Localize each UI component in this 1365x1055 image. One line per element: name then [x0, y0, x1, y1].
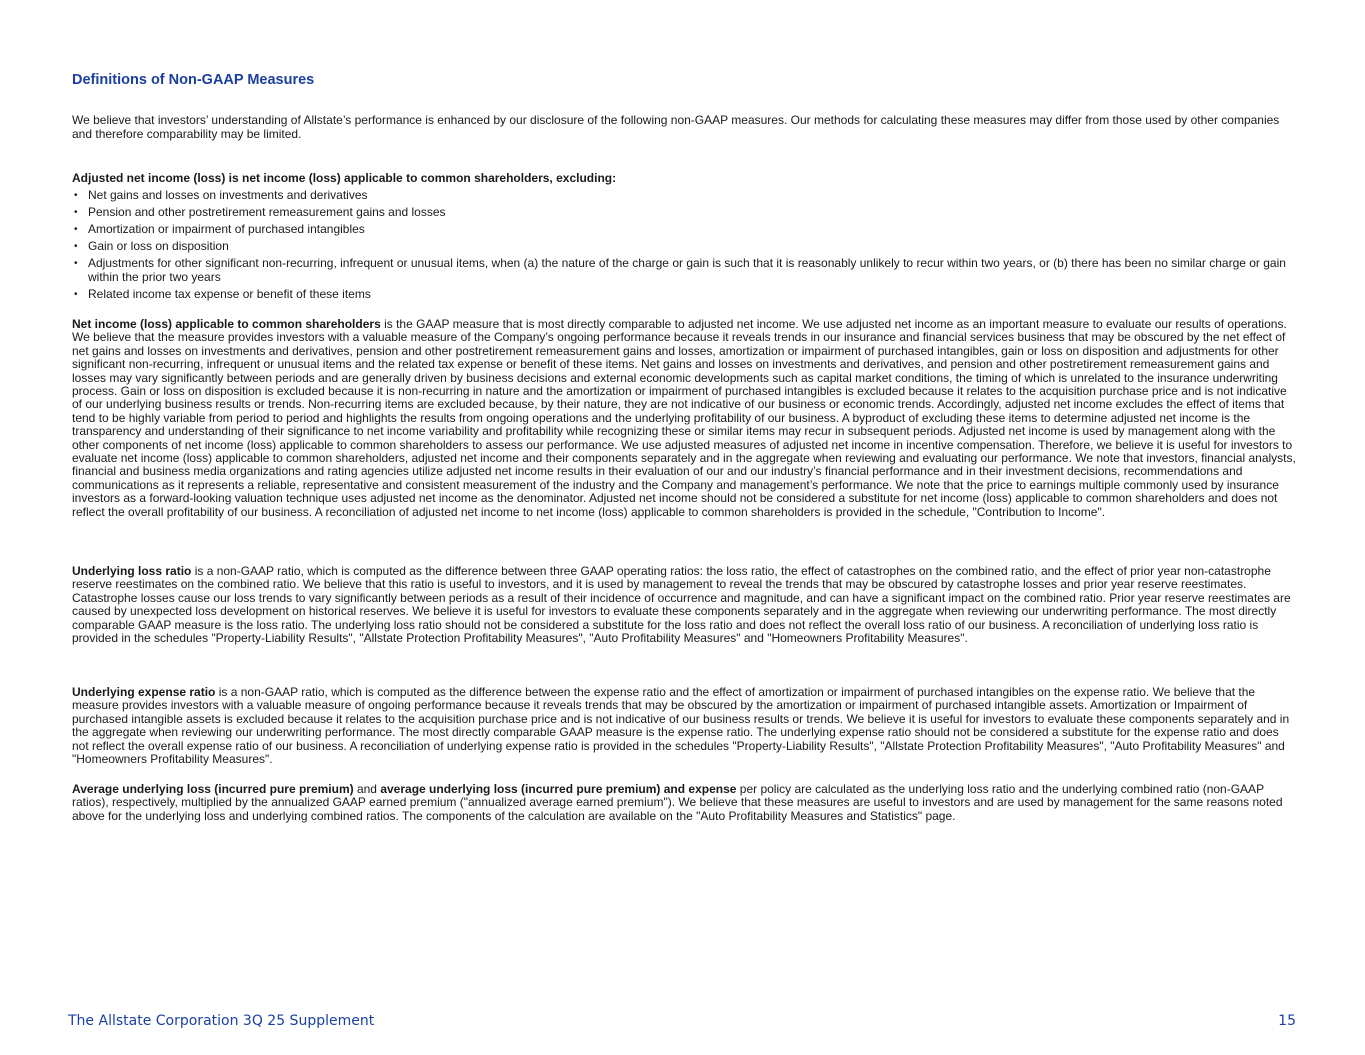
average-loss-term: Average underlying loss (incurred pure premium)	[72, 782, 354, 796]
net-income-text: is the GAAP measure that is most directly comparable to adjusted net income. We use adjusted net income as an important measure to evaluate our results of operations. We believe that the measure provides investors with a valuable measure of the Company’s ongoing performance because it reveals trends in our insurance and financial services business that may be obscured by the net effect of net gains and losses on investments and derivatives, pension and other postretirement remeasurement gains and losses, amortization or impairment of purchased intangibles, gain or loss on disposition and adjustments for other significant non-recurring, infrequent or unusual items and the related tax expense or benefit of these items. Net gains and losses on investments and derivatives, and pension and other postretirement remeasurement gains and losses may vary significantly between periods and are generally driven by business decisions and external economic developments such as capital market conditions, the timing of which is unrelated to the insurance underwriting process. Gain or loss on disposition is excluded because it is non-recurring in nature and the amortization or impairment of purchased intangibles is excluded because it relates to the acquisition purchase price and is not indicative of our underlying business results or trends. Non-recurring items are excluded because, by their nature, they are not indicative of our business or economic trends. Accordingly, adjusted net income excludes the effect of items that tend to be highly variable from period to period and highlights the results from ongoing operations and the underlying profitability of our business. A byproduct of excluding these items to determine adjusted net income is the transparency and understanding of their significance to net income variability and profitability while recognizing these or similar items may recur in subsequent periods. Adjusted net income is used by management along with the other components of net income (loss) applicable to common shareholders to assess our performance. We use adjusted measures of adjusted net income in incentive compensation. Therefore, we believe it is useful for investors to evaluate net income (loss) applicable to common shareholders, adjusted net income and their components separately and in the aggregate when reviewing and evaluating our performance. We note that investors, financial analysts, financial and business media organizations and rating agencies utilize adjusted net income results in their evaluation of our and our industry’s financial performance and in their investment decisions, recommendations and communications as it represents a reliable, representative and consistent measurement of the industry and the Company and management’s performance. We note that the price to earnings multiple commonly used by insurance investors as a forward-looking valuation technique uses adjusted net income as the denominator. Adjusted net income should not be considered a substitute for net income (loss) applicable to common shareholders and does not reflect the overall profitability of our business. A reconciliation of adjusted net income to net income (loss) applicable to common shareholders is provided in the schedule, "Contribution to Income".	[72, 317, 1296, 519]
underlying-expense-paragraph	[72, 686, 1296, 766]
exclusion-list	[72, 189, 1296, 305]
net-income-paragraph	[72, 318, 1296, 519]
average-loss-joiner: and	[353, 782, 381, 796]
net-income-term: Net income (loss) applicable to common shareholders	[72, 317, 381, 331]
underlying-loss-text: is a non-GAAP ratio, which is computed as the difference between three GAAP operating ratios: the loss ratio, the effect of catastrophes on the combined ratio, and the effect of prior year non-catastrophe reserve reestimates on the combined ratio. We believe that this ratio is useful to investors, and it is used by management to reveal the trends that may be obscured by catastrophe losses and prior year reserve reestimates. Catastrophe losses cause our loss trends to vary significantly between periods as a result of their incidence of occurrence and magnitude, and can have a significant impact on the combined ratio. Prior year reserve reestimates are caused by unexpected loss development on historical reserves. We believe it is useful for investors to evaluate these components separately and in the aggregate when reviewing our underwriting performance. The most directly comparable GAAP measure is the loss ratio. The underlying loss ratio should not be considered a substitute for the loss ratio and does not reflect the overall loss ratio of our business. A reconciliation of underlying loss ratio is provided in the schedules "Property-Liability Results", "Allstate Protection Profitability Measures", "Auto Profitability Measures" and "Homeowners Profitability Measures".	[72, 564, 1291, 646]
list-item: • Amortization or impairment of purchased intangibles	[72, 223, 1296, 237]
average-loss-expense-term: average underlying loss (incurred pure premium) and expense	[380, 782, 737, 796]
footer-document-name: The Allstate Corporation 3Q 25 Supplement	[68, 1013, 375, 1029]
adjusted-net-income-heading: Adjusted net income (loss) is net income (loss) applicable to common shareholders, excluding:	[72, 171, 617, 185]
footer-page-number: 15	[1278, 1013, 1296, 1029]
underlying-loss-term: Underlying loss ratio	[72, 564, 192, 578]
list-item: • Pension and other postretirement remeasurement gains and losses	[72, 206, 1296, 220]
page-title: Definitions of Non-GAAP Measures	[72, 72, 315, 88]
list-item: • Adjustments for other significant non-recurring, infrequent or unusual items, when (a) the nature of the charge or gain is such that it is reasonably unlikely to recur within two years, or (b) there has been no similar charge or gain within the prior two years	[72, 257, 1296, 284]
list-item: • Net gains and losses on investments and derivatives	[72, 189, 1296, 203]
underlying-expense-term: Underlying expense ratio	[72, 685, 216, 699]
underlying-expense-text: is a non-GAAP ratio, which is computed as the difference between the expense ratio and the effect of amortization or impairment of purchased intangibles on the expense ratio. We believe that the measure provides investors with a valuable measure of ongoing performance because it reveals trends that may be obscured by the amortization or impairment of purchased intangible assets. Amortization or Impairment of purchased intangible assets is excluded because it relates to the acquisition purchase price and is not indicative of our business results or trends. We believe it is useful for investors to evaluate these components separately and in the aggregate when reviewing our underwriting performance. The most directly comparable GAAP measure is the expense ratio. The underlying expense ratio should not be considered a substitute for the expense ratio and does not reflect the overall expense ratio of our business. A reconciliation of underlying expense ratio is provided in the schedules "Property-Liability Results", "Allstate Protection Profitability Measures", "Auto Profitability Measures" and "Homeowners Profitability Measures".	[72, 685, 1290, 767]
underlying-loss-paragraph	[72, 565, 1296, 645]
list-item: • Related income tax expense or benefit of these items	[72, 288, 1296, 302]
list-item: • Gain or loss on disposition	[72, 240, 1296, 254]
average-loss-paragraph	[72, 783, 1296, 823]
intro-paragraph: We believe that investors’ understanding of Allstate’s performance is enhanced by our disclosure of the following non-GAAP measures. Our methods for calculating these measures may differ from those used by other companies and therefore comparability may be limited.	[72, 113, 1280, 141]
average-loss-text: per policy are calculated as the underlying loss ratio and the underlying combined ratio (non-GAAP ratios), respectively, multiplied by the annualized GAAP earned premium ("annualized average earned premium"). We believe that these measures are useful to investors and are used by management for the same reasons noted above for the underlying loss and underlying combined ratios. The components of the calculation are available on the "Auto Profitability Measures and Statistics" page.	[72, 782, 1283, 823]
